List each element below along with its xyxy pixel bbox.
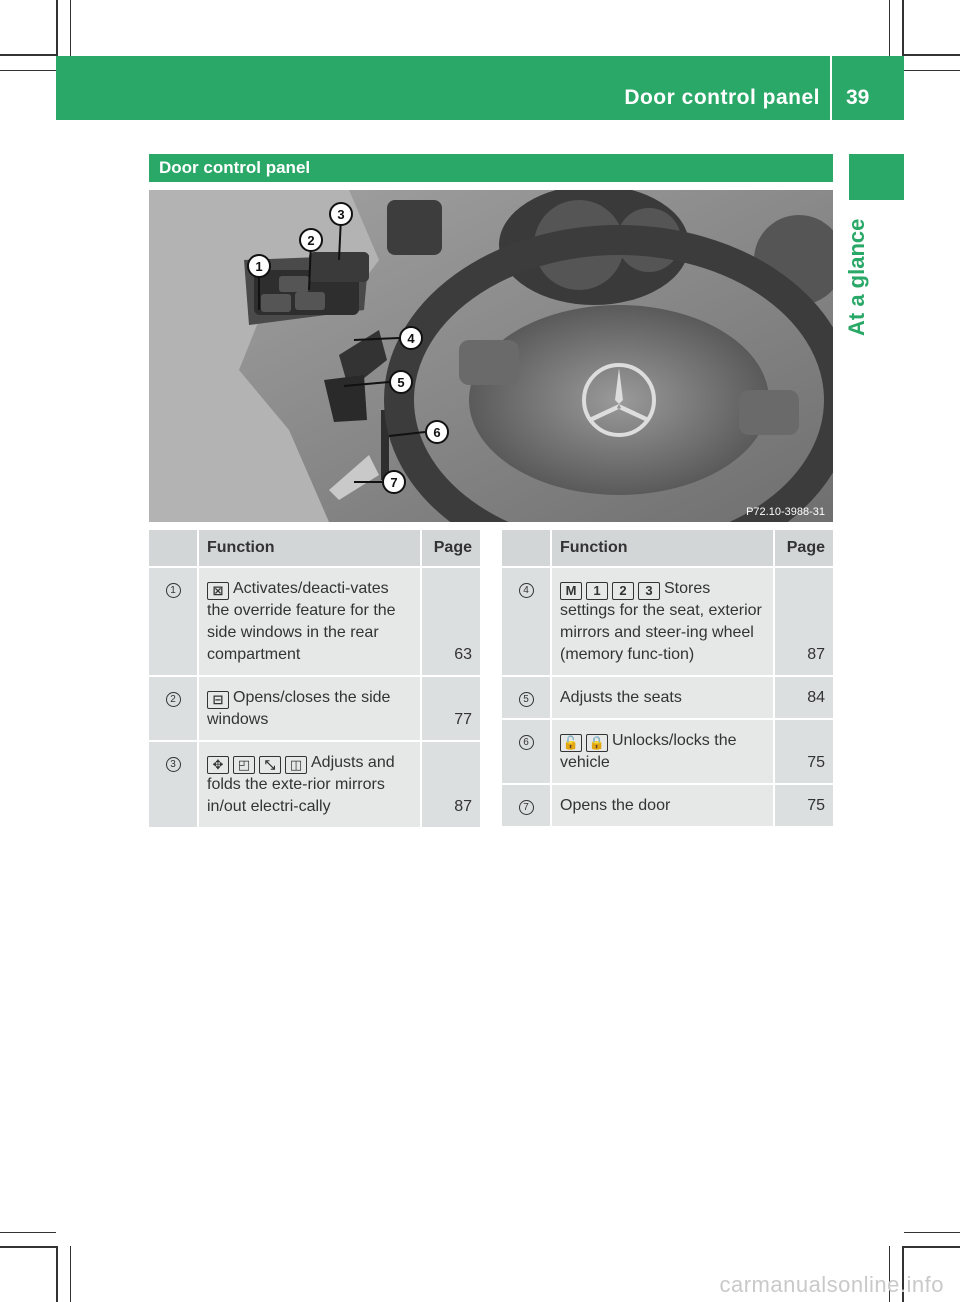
- crop-mark: [0, 70, 56, 71]
- callout-5: 5: [397, 375, 405, 390]
- page-reference: 87: [773, 568, 833, 677]
- callout-number: 5: [519, 692, 534, 707]
- column-header-number: [149, 530, 199, 568]
- table-row: [502, 568, 833, 677]
- callout-number: 6: [519, 735, 534, 750]
- row-function: [552, 720, 773, 785]
- crop-mark: [902, 0, 904, 56]
- row-number: [502, 677, 552, 720]
- page-header: [56, 56, 904, 120]
- control-symbol-icon: M: [560, 582, 582, 600]
- control-symbol-icon: ✥: [207, 756, 229, 774]
- section-header: [149, 154, 833, 182]
- function-text: Opens/closes the side windows: [207, 689, 391, 728]
- table-row: [502, 785, 833, 828]
- function-text: Activates/deacti-vates the override feature for the side windows in the rear compartment: [207, 580, 396, 663]
- row-function: [552, 785, 773, 828]
- callout-3: 3: [337, 207, 345, 222]
- control-symbol-icon: 1: [586, 582, 608, 600]
- crop-mark: [889, 0, 890, 56]
- callout-6: 6: [433, 425, 441, 440]
- page-reference: 63: [420, 568, 480, 677]
- side-tab-label: At a glance: [844, 218, 869, 336]
- side-tab: [844, 210, 884, 340]
- callout-number: 3: [166, 757, 181, 772]
- photo-illustration: [149, 190, 833, 522]
- header-divider: [830, 56, 832, 120]
- crop-mark: [0, 54, 56, 56]
- image-reference: P72.10-3988-31: [746, 506, 825, 518]
- row-number: [149, 568, 199, 677]
- row-number: [502, 568, 552, 677]
- table-row: [149, 742, 480, 829]
- callout-number: 7: [519, 800, 534, 815]
- control-symbol-icon: 2: [612, 582, 634, 600]
- page-reference: 77: [420, 677, 480, 742]
- row-number: [502, 785, 552, 828]
- crop-mark: [904, 70, 960, 71]
- column-header-function: Function: [199, 530, 420, 568]
- crop-mark: [904, 1246, 960, 1248]
- control-symbol-icon: 3: [638, 582, 660, 600]
- control-symbol-icon: ◰: [233, 756, 255, 774]
- door-panel-photo: [149, 190, 833, 522]
- control-symbol-icon: 🔒: [586, 734, 608, 752]
- function-text: Stores settings for the seat, exterior mirrors and steer-ing wheel (memory func-tion): [560, 580, 762, 663]
- side-block: [849, 154, 904, 200]
- page-number: 39: [846, 86, 870, 109]
- callout-number: 1: [166, 583, 181, 598]
- section-title: Door control panel: [159, 158, 311, 177]
- callout-2: 2: [307, 233, 315, 248]
- header-title: Door control panel: [624, 86, 820, 109]
- callout-number: 2: [166, 692, 181, 707]
- column-header-page: Page: [420, 530, 480, 568]
- control-symbol-icon: 🔓: [560, 734, 582, 752]
- row-number: [149, 742, 199, 829]
- control-symbol-icon: ◫: [285, 756, 307, 774]
- callout-number: 4: [519, 583, 534, 598]
- crop-mark: [70, 1246, 71, 1302]
- function-text: Adjusts the seats: [560, 689, 682, 706]
- crop-mark: [904, 54, 960, 56]
- row-function: [199, 677, 420, 742]
- row-function: [552, 568, 773, 677]
- row-number: [149, 677, 199, 742]
- function-table-right: [502, 530, 833, 828]
- table-row: [502, 677, 833, 720]
- table-row: [149, 677, 480, 742]
- function-text: Unlocks/locks the vehicle: [560, 732, 737, 771]
- crop-mark: [70, 0, 71, 56]
- column-header-function: Function: [552, 530, 773, 568]
- row-function: [552, 677, 773, 720]
- page-reference: 84: [773, 677, 833, 720]
- function-table-left: [149, 530, 480, 829]
- control-symbol-icon: ⤡: [259, 756, 281, 774]
- page-reference: 87: [420, 742, 480, 829]
- row-function: [199, 568, 420, 677]
- column-header-number: [502, 530, 552, 568]
- watermark: carmanualsonline.info: [719, 1272, 944, 1297]
- crop-mark: [0, 1246, 56, 1248]
- column-header-page: Page: [773, 530, 833, 568]
- crop-mark: [0, 1232, 56, 1233]
- function-text: Adjusts and folds the exte-rior mirrors in/out electri-cally: [207, 754, 395, 815]
- table-row: [502, 720, 833, 785]
- row-function: [199, 742, 420, 829]
- callout-4: 4: [407, 331, 415, 346]
- function-text: Opens the door: [560, 797, 671, 814]
- crop-mark: [56, 0, 58, 56]
- page-reference: 75: [773, 720, 833, 785]
- table-row: [149, 568, 480, 677]
- row-number: [502, 720, 552, 785]
- page-reference: 75: [773, 785, 833, 828]
- control-symbol-icon: ⊠: [207, 582, 229, 600]
- crop-mark: [904, 1232, 960, 1233]
- control-symbol-icon: ⊟: [207, 691, 229, 709]
- callout-7: 7: [390, 475, 398, 490]
- callout-1: 1: [255, 259, 263, 274]
- crop-mark: [56, 1246, 58, 1302]
